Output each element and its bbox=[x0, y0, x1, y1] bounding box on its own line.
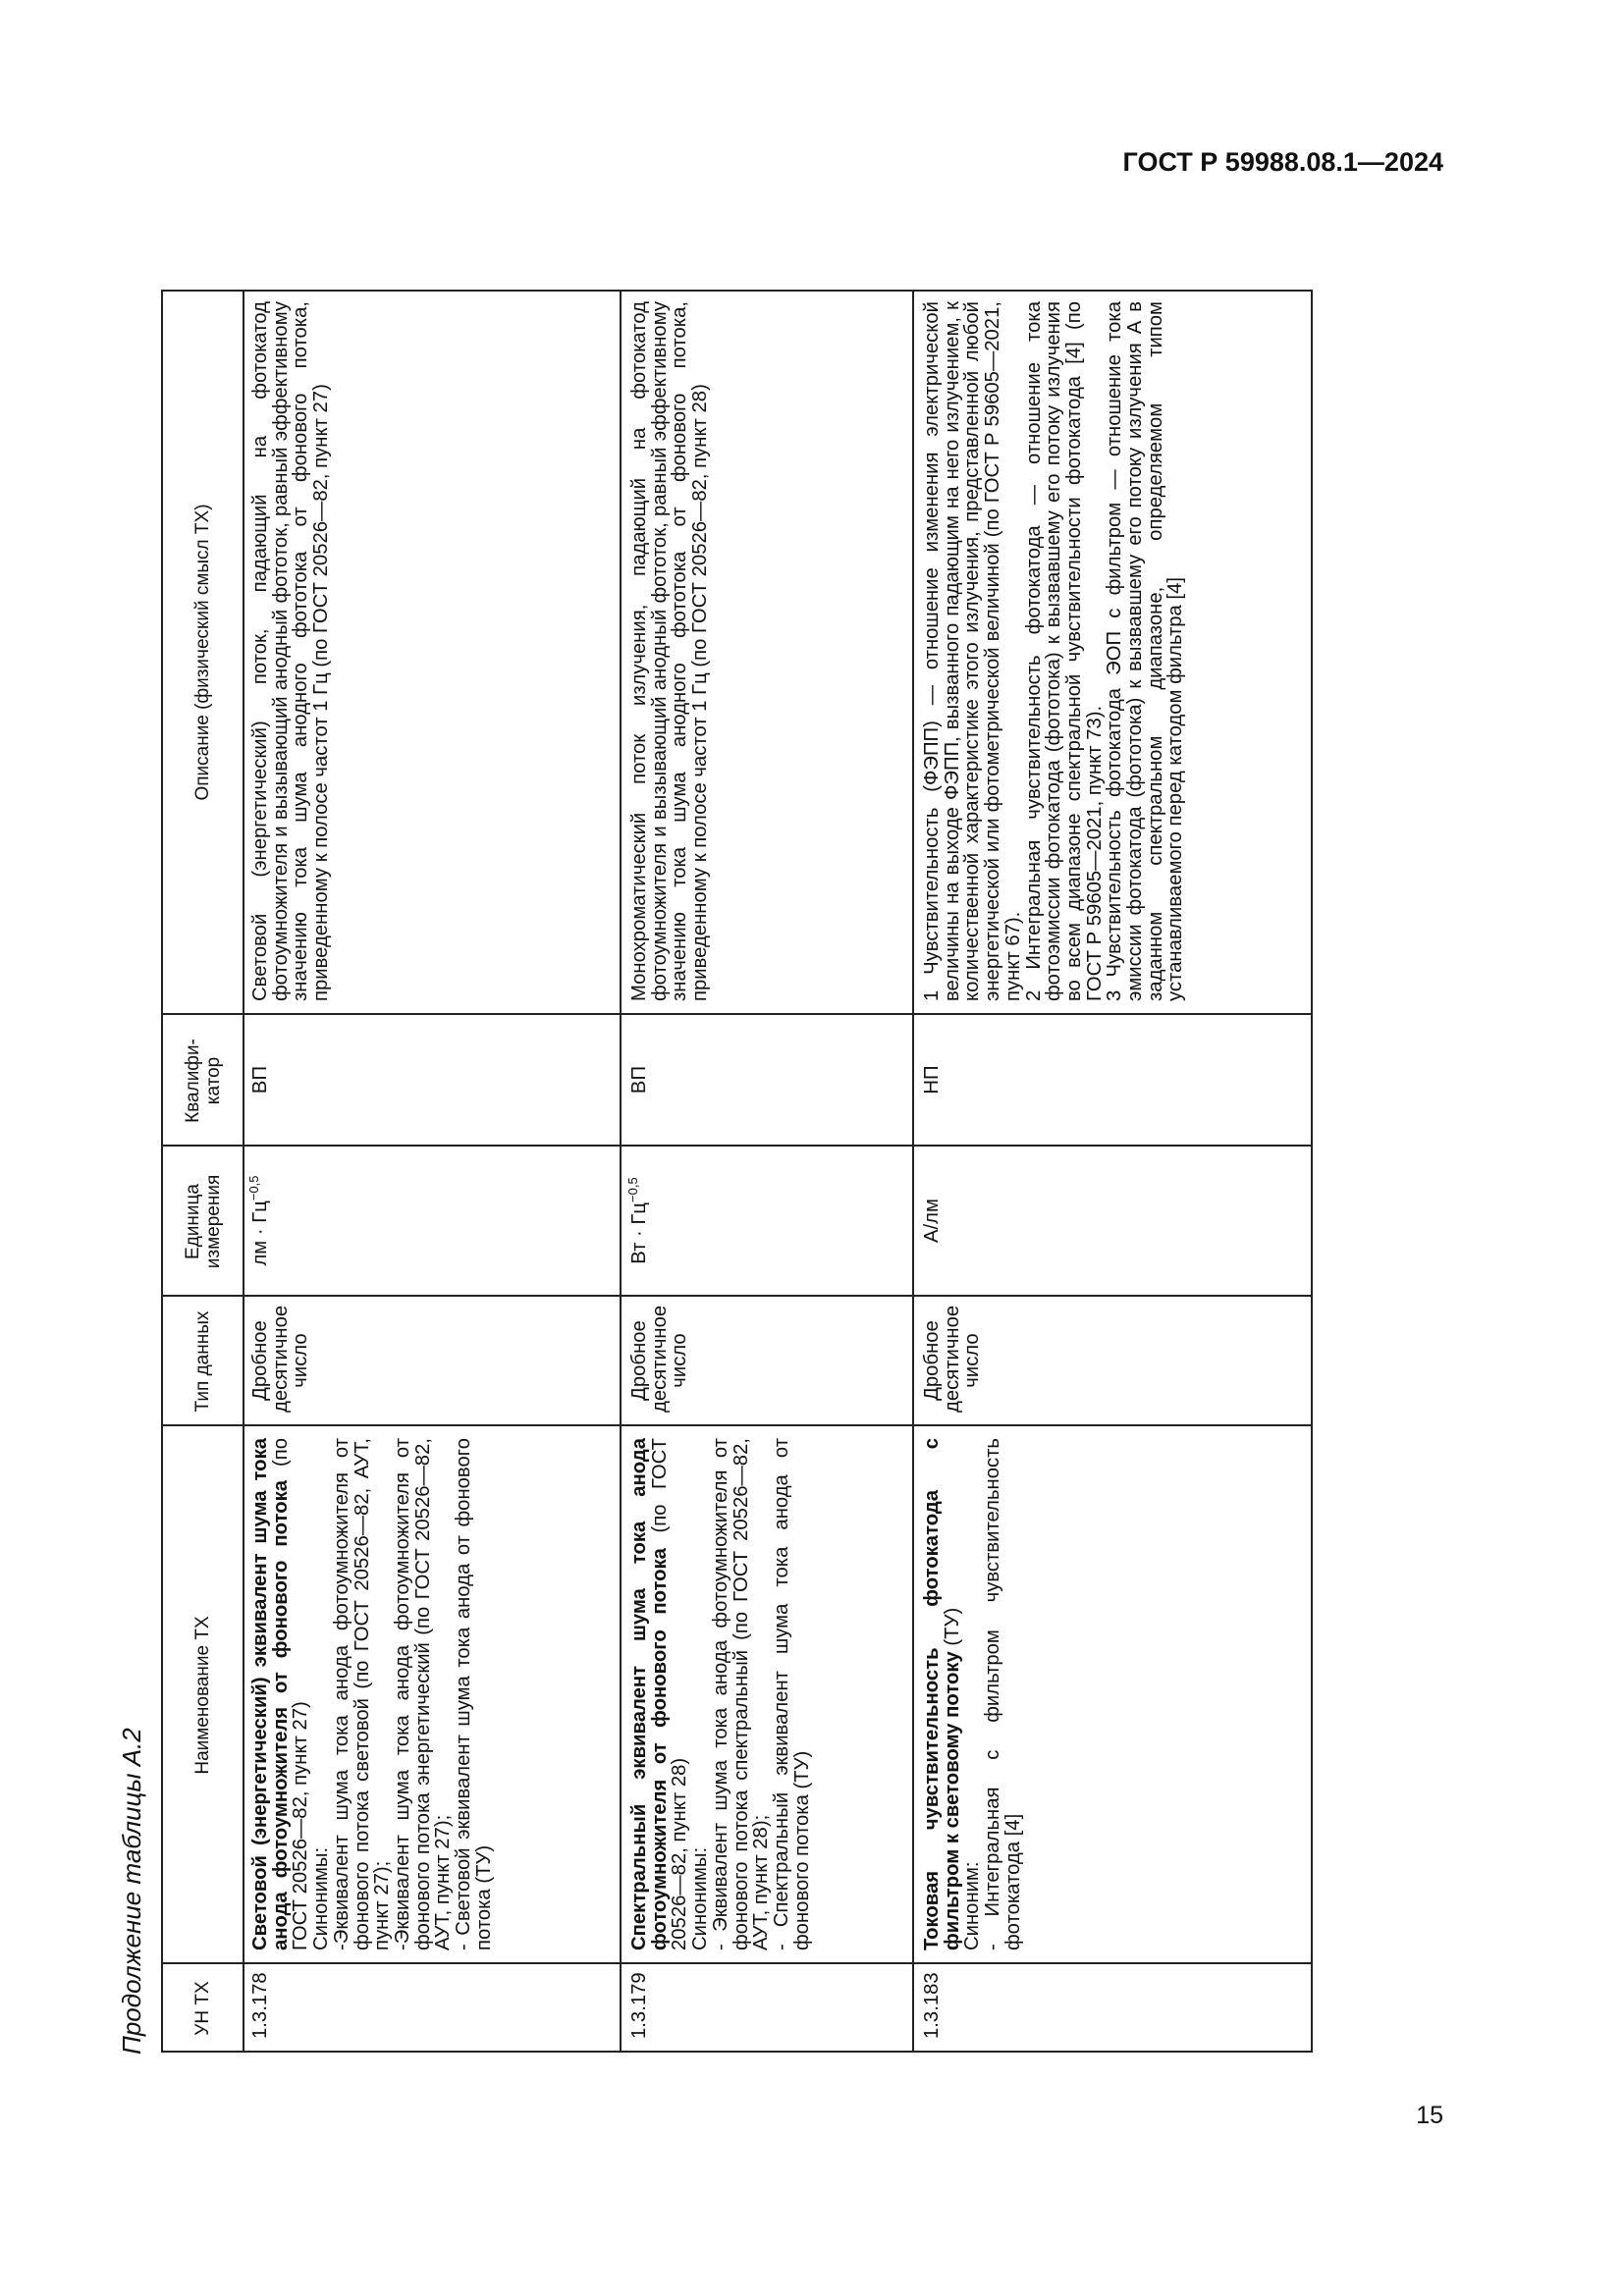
row-id: 1.3.179 bbox=[628, 1972, 650, 2039]
synonyms-label: Синонимы: bbox=[310, 1846, 333, 1950]
row-description: Световой (энергетический) поток, падающий на фотокатод фотоумножителя и вызывающий анодный фототок, равный эффективному значению тока шума анодного фототока от фонового потока, приведенному к полосе частот 1 Гц (по ГОСТ 20526—82, пункт 27) bbox=[249, 301, 333, 1001]
column-divider bbox=[161, 1013, 1313, 1015]
row-name-ref: (ТУ) bbox=[941, 1607, 963, 1646]
document-code: ГОСТ Р 59988.08.1—2024 bbox=[1122, 147, 1443, 177]
header-description: Описание (физический смысл ТХ) bbox=[192, 504, 213, 801]
description-item: 1 Чувствительность (ФЭПП) — отношение изменения электрической величины на выходе ФЭПП, вызванного падающим на него излучением, к количественной характеристике этого излучения, представленной любой энергетической или фотометрической величиной (по ГОСТ Р 59605—2021, пункт 67). bbox=[921, 301, 1024, 1001]
unit-base: Вт · Гц bbox=[628, 1201, 650, 1264]
row-description: Монохроматический поток излучения, падающий на фотокатод фотоумножителя и вызывающий анодный фототок, равный эффективному значению тока шума анодного фототока от фонового потока, приведенному к полосе частот 1 Гц (по ГОСТ 20526—82, пункт 28) bbox=[628, 301, 712, 1001]
row-name-ref: (по ГОСТ 20526—82, пункт 28) bbox=[648, 1437, 691, 1950]
unit-base: лм · Гц bbox=[249, 1201, 271, 1266]
row-data-type: Дробное десятичное число bbox=[628, 1305, 691, 1413]
row-data-type: Дробное десятичное число bbox=[249, 1305, 312, 1413]
column-divider bbox=[161, 1145, 1313, 1147]
row-unit bbox=[620, 1147, 912, 1297]
synonym-item: - Интегральная с фильтром чувствительность фотокатода [4] bbox=[982, 1438, 1024, 1950]
synonym-item: - Спектральный эквивалент шума тока анода от фонового потока (ТУ) bbox=[770, 1438, 813, 1950]
unit-base: А/лм bbox=[921, 1199, 943, 1243]
description-item: 3 Чувствительность фотокатода ЭОП с фильтром — отношение тока эмиссии фотокатода (фототока) к вызвавшему его потоку излучения А в заданном спектральном диапазоне, определяемом типом устанавливаемого перед катодом фильтра [4] bbox=[1104, 301, 1187, 1001]
row-description bbox=[912, 290, 1311, 1015]
synonym-item: - Эквивалент шума тока анода фотоумножителя от фонового потока спектральный (по ГОСТ 20526—82, АУТ, пункт 28); bbox=[709, 1438, 773, 1950]
row-unit bbox=[241, 1147, 620, 1297]
header-name: Наименование ТХ bbox=[192, 1616, 213, 1775]
row-name bbox=[620, 1426, 912, 1964]
row-name bbox=[912, 1426, 1311, 1964]
column-divider bbox=[161, 1962, 1313, 1964]
header-data-type: Тип данных bbox=[192, 1310, 213, 1413]
unit-exponent: −0,5 bbox=[246, 1175, 262, 1201]
column-divider bbox=[161, 1295, 1313, 1297]
table-row bbox=[912, 290, 1313, 2053]
rotated-table-region bbox=[107, 263, 1334, 2079]
table-border-left bbox=[161, 2051, 1313, 2053]
row-qualifier: ВП bbox=[628, 1065, 650, 1095]
row-name-ref: (по ГОСТ 20526—82, пункт 27) bbox=[269, 1438, 312, 1950]
table-header-row bbox=[161, 290, 244, 2053]
table-border-right bbox=[161, 290, 1313, 292]
header-unit: Единица измерения bbox=[182, 1174, 224, 1269]
table-row bbox=[620, 290, 914, 2053]
table-caption: Продолжение таблицы А.2 bbox=[117, 1728, 146, 2055]
row-name-bold: Токовая чувствительность фотокатода с фильтром к световому потоку bbox=[921, 1438, 963, 1950]
page-number: 15 bbox=[1416, 2102, 1443, 2129]
unit-exponent: −0,5 bbox=[625, 1177, 641, 1202]
synonym-item: -Эквивалент шума тока анода фотоумножителя от фонового потока световой (по ГОСТ 20526—82, АУТ, пункт 27); bbox=[330, 1438, 394, 1950]
row-id: 1.3.178 bbox=[249, 1972, 271, 2039]
description-item: 2 Интегральная чувствительность фотокатода — отношение тока фотоэмиссии фотокатода (фототока) к вызвавшему его потоку излучения во всем диапазоне спектральной чувствительности фотокатода [4] (по ГОСТ Р 59605—2021, пункт 73). bbox=[1022, 301, 1106, 1001]
row-name-bold: Спектральный эквивалент шума тока анода фотоумножителя от фонового потока bbox=[628, 1438, 671, 1950]
synonym-item: - Световой эквивалент шума тока анода от фонового потока (ТУ) bbox=[453, 1438, 495, 1950]
synonyms-label: Синоним: bbox=[961, 1861, 984, 1950]
header-qualifier: Квалифи-катор bbox=[182, 1039, 224, 1123]
row-qualifier: НП bbox=[921, 1065, 943, 1095]
characteristics-table bbox=[161, 290, 1313, 2053]
header-id: УН ТХ bbox=[192, 1981, 213, 2036]
row-qualifier: ВП bbox=[249, 1065, 271, 1095]
row-name bbox=[241, 1426, 620, 1964]
synonym-item: -Эквивалент шума тока анода фотоумножителя от фонового потока энергетический (по ГОСТ 20526—82, АУТ, пункт 27); bbox=[391, 1438, 455, 1950]
synonyms-label: Синонимы: bbox=[689, 1846, 712, 1950]
row-id: 1.3.183 bbox=[921, 1972, 943, 2039]
row-data-type: Дробное десятичное число bbox=[921, 1305, 984, 1413]
row-name-bold: Световой (энергетический) эквивалент шума тока анода фотоумножителя от фонового потока bbox=[249, 1438, 292, 1950]
row-unit bbox=[912, 1147, 1311, 1297]
column-divider bbox=[161, 1424, 1313, 1426]
table-row bbox=[241, 290, 622, 2053]
